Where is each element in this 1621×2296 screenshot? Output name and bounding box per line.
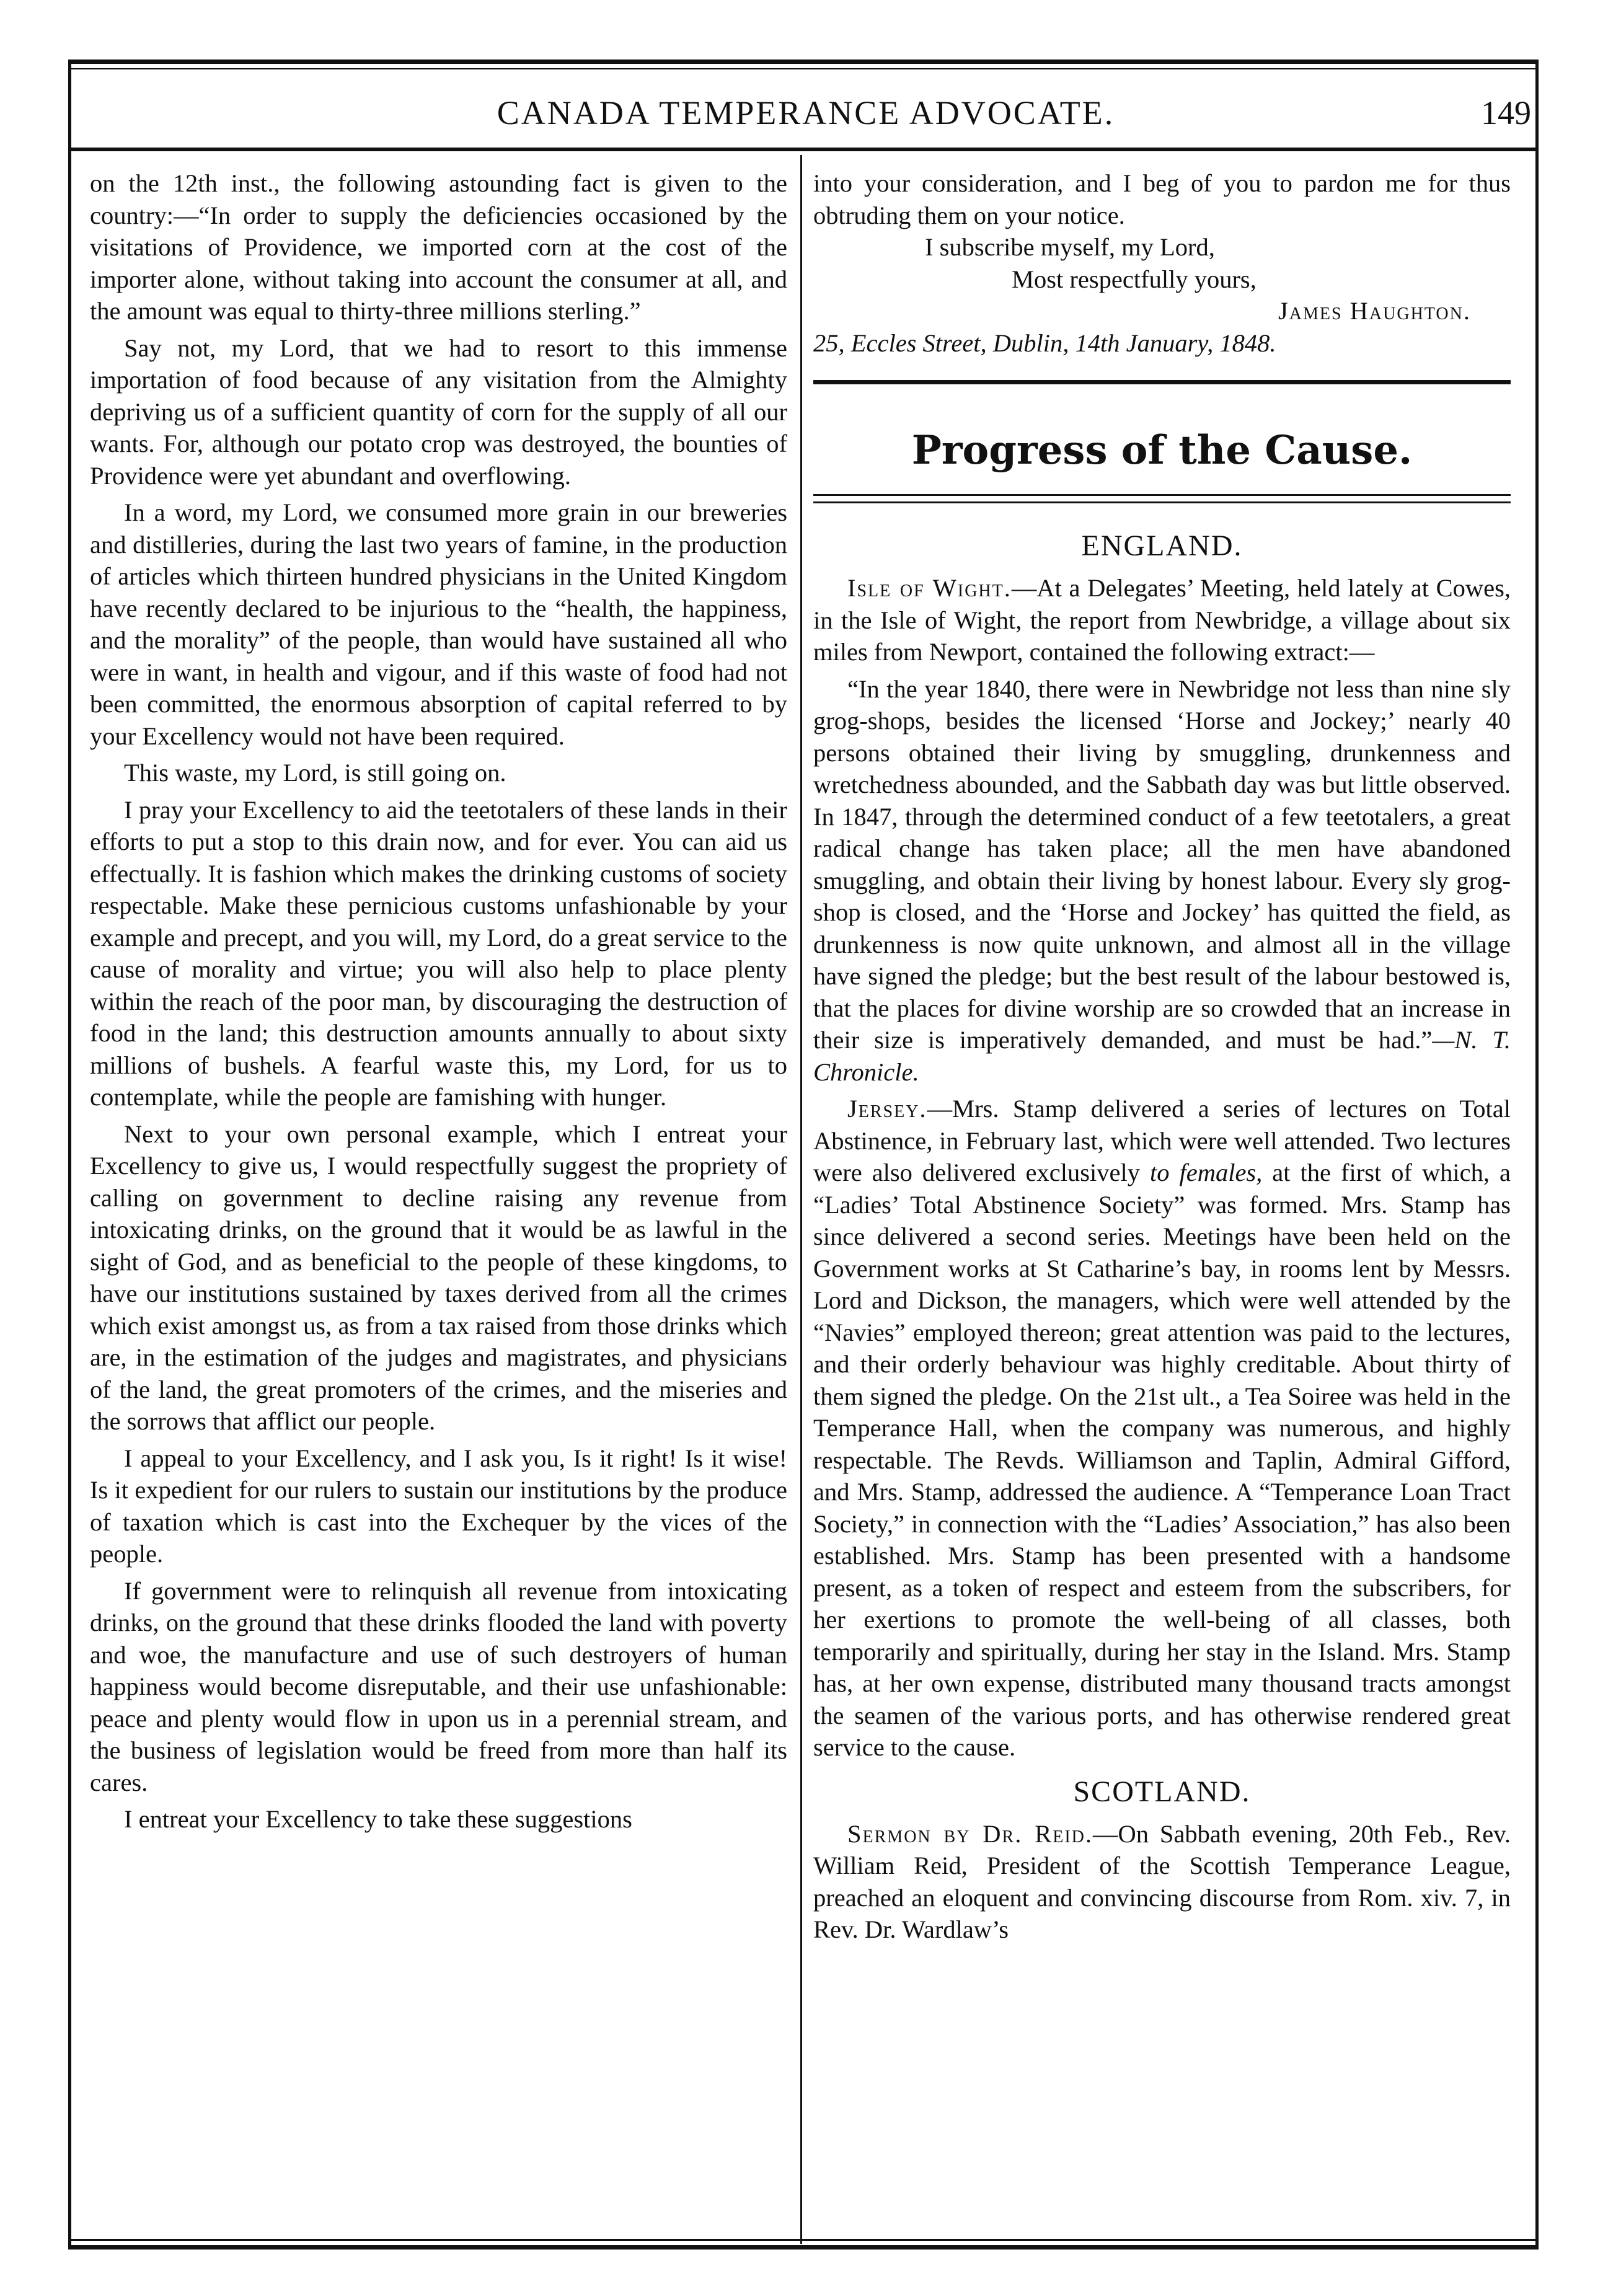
top-border-rule-thin [68,68,1537,69]
signature-name: James Haughton. [1278,297,1471,325]
letter-paragraph: Say not, my Lord, that we had to resort to this immense importation of food because of any visitation from the Almighty depriving us of a sufficient quantity of corn for the supply of all our wants. For, although our potato crop was destroyed, the bounties of Providence were yet abundant and overflowing. [90,333,787,490]
jersey-lead: Jersey. [847,1095,927,1123]
bottom-border-rule [68,2239,1539,2241]
letter-paragraph: I pray your Excellency to aid the teetotalers of these lands in their efforts to put a stop to this drain now, and for ever. You can aid us effectually. It is fashion which makes the drinking customs of society respectable. Make these pernicious customs unfashionable by your example and precept, and you will, my Lord, do a great service to the cause of morality and virtue; you will also help to place plenty within the reach of the poor man, by discouraging the destruction of food in the land; this destruction amounts annually to about sixty millions of bushels. A fearful waste this, my Lord, for us to contemplate, while the people are famishing with hunger. [90,795,787,1111]
jersey-text: —Mrs. Stamp delivered a series of lectures on Total Abstinence, in February last, which were well attended. Two lectures were also delivered exclusively [813,1095,1511,1186]
letter-paragraph: In a word, my Lord, we consumed more grain in our breweries and distilleries, during the last two years of famine, in the production of articles which thirteen hundred physicians in the United Kingdom have recently declared to be injurious to the “health, the happiness, and the morality” of the people, than would have sustained all who were in want, in health and vigour, and if this waste of food had not been committed, the enormous absorption of capital referred to by your Excellency would not have been required. [90,498,787,750]
page-number: 149 [1481,94,1531,131]
newbridge-source: —N. T. Chronicle. [813,1026,1511,1086]
letter-closing [813,231,1511,359]
section-title-rules [813,474,1511,518]
section-title-rule [813,501,1511,503]
header-rule [68,148,1539,151]
column-separator [800,155,802,2244]
sermon-text: —On Sabbath evening, 20th Feb., Rev. William Reid, President of the Scottish Temperance League, preached an eloquent and convincing discourse from Rom. xiv. 7, in Rev. Dr. Wardlaw’s [813,1819,1511,1943]
right-column [813,167,1511,1946]
isle-of-wight-lead: Isle of Wight. [847,574,1012,602]
left-border-rule [68,60,71,2248]
jersey-italic: to females, [1149,1159,1263,1186]
letter-paragraph: I entreat your Excellency to take these suggestions [124,1805,632,1833]
closing-line: I subscribe myself, my Lord, [925,233,1215,261]
letter-address-date: 25, Eccles Street, Dublin, 14th January, 1848. [813,329,1276,357]
letter-paragraph: Next to your own personal example, which I entreat your Excellency to give us, I would respectfully suggest the propriety of calling on government to decline raising any revenue from intoxicating drinks, on the ground that it would be as lawful in the sight of God, and as beneficial to the people of these kingdoms, to have our institutions sustained by taxes derived from all the crimes which exist amongst us, as from a tax raised from those drinks which are, in the estimation of the judges and magistrates, and physicians of the land, the great promoters of the crimes, and the miseries and the sorrows that afflict our people. [90,1119,787,1435]
newbridge-quote-text: “In the year 1840, there were in Newbridge not less than nine sly grog-shops, besides the licensed ‘Horse and Jockey;’ nearly 40 persons obtained their living by smuggling, drunkenness and wretchedness abounded, and the Sabbath day was but little observed. In 1847, through the determined conduct of a few teetotalers, a great radical change has taken place; all the men have abandoned smuggling, and obtain their living by honest labour. Every sly grog-shop is closed, and the ‘Horse and Jockey’ has quitted the field, as drunkenness is now quite unknown, and almost all in the village have signed the pledge; but the best result of the labour bestowed is, that the places for divine worship are so crowded that an increase in their size is imperatively demanded, and must be had.” [813,674,1511,1054]
left-column [90,167,787,1835]
sermon-lead: Sermon by Dr. Reid. [847,1819,1093,1848]
right-border-rule [1535,60,1539,2248]
sermon-paragraph [813,1818,1511,1946]
letter-ending: into your consideration, and I beg of you to pardon me for thus obtruding them on your notice. [813,169,1511,229]
jersey-paragraph [813,1093,1511,1764]
england-heading: ENGLAND. [1081,529,1243,562]
section-title-rule [813,494,1511,496]
section-title: Progress of the Cause. [911,427,1413,474]
letter-paragraph: on the 12th inst., the following astounding fact is given to the country:—“In order to supply the deficiencies occasioned by the visitations of Providence, we imported corn at the cost of the importer alone, without taking into account the consumer at all, and the amount was equal to thirty-three millions sterling.” [90,169,787,325]
masthead-title: CANADA TEMPERANCE ADVOCATE. [497,94,1115,131]
isle-of-wight-paragraph [813,572,1511,668]
bottom-border-rule-thick [68,2245,1539,2250]
section-rule [813,380,1511,384]
letter-paragraph: I appeal to your Excellency, and I ask you, Is it right! Is it wise! Is it expedient for our rulers to sustain our institutions by the produce of taxation which is cast into the Exchequer by the vices of the people. [90,1444,787,1568]
closing-line: Most respectfully yours, [1012,265,1257,293]
section-rule-group [813,359,1511,427]
newbridge-quote [813,673,1511,1088]
isle-of-wight-text: —At a Delegates’ Meeting, held lately at Cowes, in the Isle of Wight, the report from Newbridge, a village about six miles from Newport, contained the following extract:— [813,574,1511,666]
jersey-text: at the first of which, a “Ladies’ Total Abstinence Society” was formed. Mrs. Stamp has since delivered a second series. Meetings have been held on the Government works at St Catharine’s bay, in rooms lent by Messrs. Lord and Dickson, the managers, which were well attended by the “Navies” employed thereon; great attention was paid to the lectures, and their orderly behaviour was highly creditable. About thirty of them signed the pledge. On the 21st ult., a Tea Soiree was held in the Temperance Hall, when the company was numerous, and highly respectable. The Revds. Williamson and Taplin, Admiral Gifford, and Mrs. Stamp, addressed the audience. A “Temperance Loan Tract Society,” in connection with the “Ladies’ Association,” has also been established. Mrs. Stamp has been presented with a handsome present, as a token of respect and esteem from the subscribers, for her exertions to promote the well-being of all classes, both temporarily and spiritually, during her stay in the Island. Mrs. Stamp has, at her own expense, distributed many thousand tracts amongst the seamen of the various ports, and has otherwise rendered great service to the cause. [813,1159,1511,1761]
top-border-rule [68,60,1537,64]
letter-paragraph: This waste, my Lord, is still going on. [124,759,506,787]
letter-paragraph: If government were to relinquish all revenue from intoxicating drinks, on the ground that these drinks flooded the land with poverty and woe, the manufacture and use of such destroyers of human happiness would become disreputable, and their use unfashionable: peace and plenty would flow in upon us in a perennial stream, and the business of legislation would be freed from more than half its cares. [90,1576,787,1796]
scotland-heading: SCOTLAND. [1073,1775,1251,1808]
